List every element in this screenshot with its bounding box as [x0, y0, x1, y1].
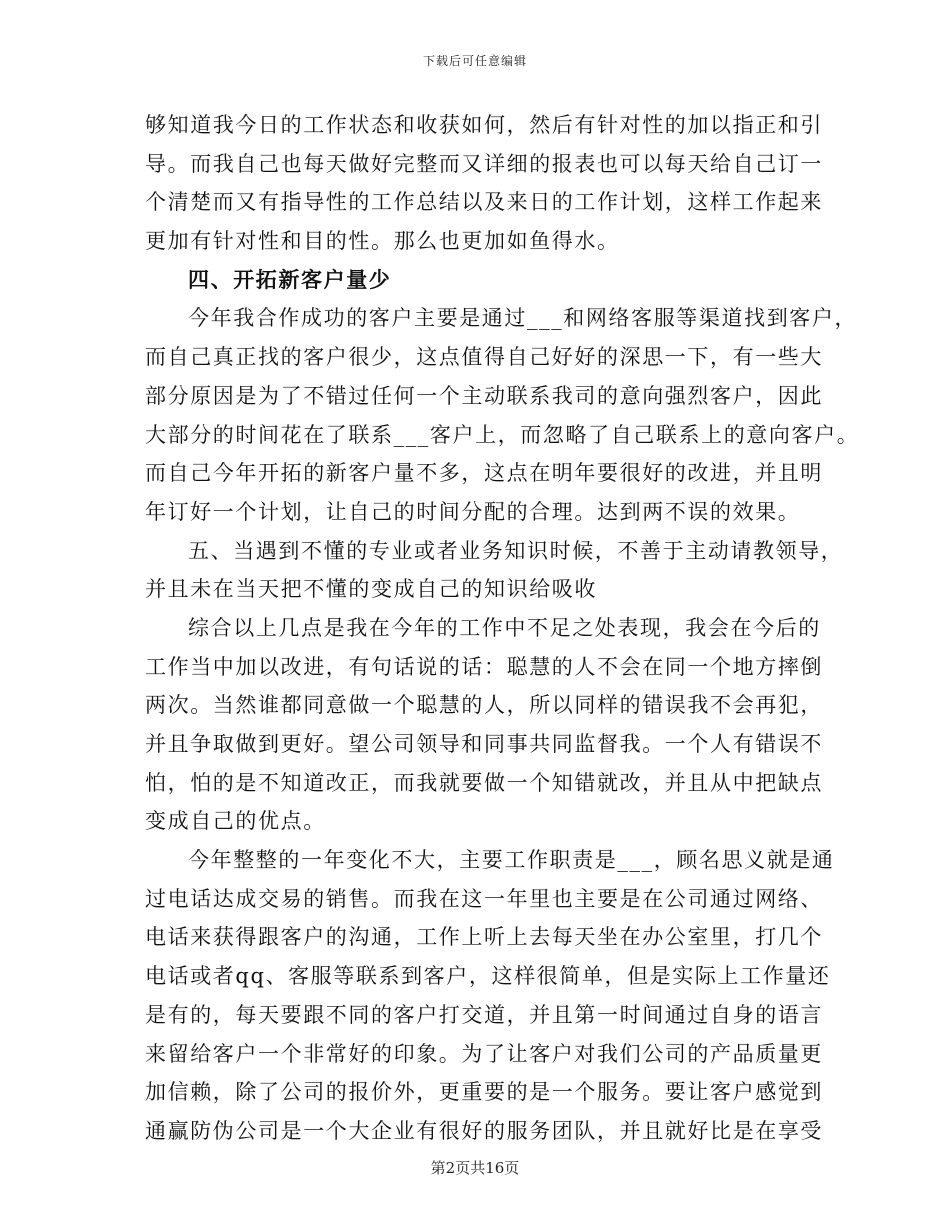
text-line: 今年我合作成功的客户主要是通过___和网络客服等渠道找到客户，	[188, 306, 858, 331]
text-line: 更加有针对性和目的性。那么也更加如鱼得水。	[145, 229, 620, 254]
text-line: 电话或者qq、客服等联系到客户，这样很简单，但是实际上工作量还	[145, 964, 831, 989]
text-line: 怕，怕的是不知道改正，而我就要做一个知错就改，并且从中把缺点	[145, 770, 823, 795]
text-line: 并且争取做到更好。望公司领导和同事共同监督我。一个人有错误不	[145, 732, 823, 756]
section-heading: 四、开拓新客户量少	[188, 266, 392, 292]
text-line: 而自己真正找的客户很少，这点值得自己好好的深思一下，有一些大	[145, 345, 823, 370]
text-line: 两次。当然谁都同意做一个聪慧的人，所以同样的错误我不会再犯，	[145, 693, 823, 718]
text-line: 够知道我今日的工作状态和收获如何，然后有针对性的加以指正和引	[145, 113, 823, 137]
text-line: 年订好一个计划，让自己的时间分配的合理。达到两不误的效果。	[145, 499, 801, 524]
text-line: 并且未在当天把不懂的变成自己的知识给吸收	[145, 577, 597, 602]
text-line: 今年整整的一年变化不大，主要工作职责是___，顾名思义就是通	[188, 848, 835, 873]
text-line: 工作当中加以改进，有句话说的话：聪慧的人不会在同一个地方摔倒	[145, 654, 823, 679]
page-footer: 第2页共16页	[430, 1159, 520, 1177]
text-line: 综合以上几点是我在今年的工作中不足之处表现，我会在今后的	[188, 615, 821, 640]
text-line: 大部分的时间花在了联系___客户上，而忽略了自己联系上的意向客户。	[145, 422, 860, 447]
document-body	[145, 106, 860, 1151]
text-line: 五、当遇到不懂的专业或者业务知识时候，不善于主动请教领导，	[188, 538, 844, 563]
text-line: 变成自己的优点。	[145, 809, 326, 834]
page-header: 下载后可任意编辑	[422, 54, 527, 68]
text-line: 个清楚而又有指导性的工作总结以及来日的工作计划，这样工作起来	[145, 190, 823, 215]
text-line: 导。而我自己也每天做好完整而又详细的报表也可以每天给自己订一	[145, 151, 823, 176]
text-line: 部分原因是为了不错过任何一个主动联系我司的意向强烈客户，因此	[145, 383, 823, 408]
text-line: 通赢防伪公司是一个大企业有很好的服务团队，并且就好比是在享受	[145, 1118, 823, 1143]
text-line: 是有的，每天要跟不同的客户打交道，并且第一时间通过自身的语言	[145, 1002, 823, 1027]
text-line: 而自己今年开拓的新客户量不多，这点在明年要很好的改进，并且明	[145, 461, 823, 486]
text-line: 过电话达成交易的销售。而我在这一年里也主要是在公司通过网络、	[145, 886, 823, 911]
text-line: 电话来获得跟客户的沟通，工作上听上去每天坐在办公室里，打几个	[145, 925, 823, 950]
text-line: 加信赖，除了公司的报价外，更重要的是一个服务。要让客户感觉到	[145, 1080, 823, 1105]
text-line: 来留给客户一个非常好的印象。为了让客户对我们公司的产品质量更	[145, 1041, 823, 1066]
